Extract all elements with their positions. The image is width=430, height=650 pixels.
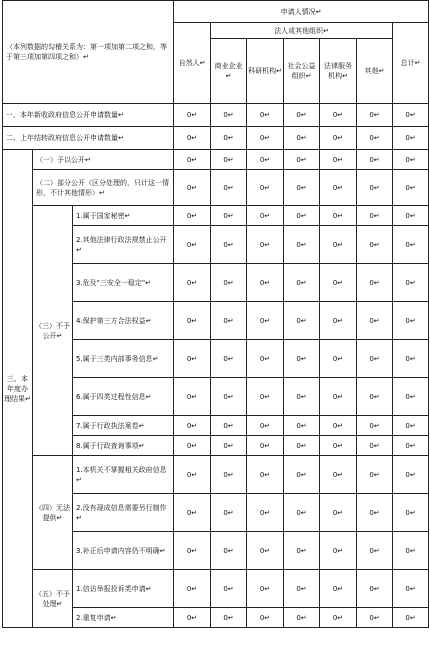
row-label-needs-production: 2.没有现成信息需要另行制作↵ xyxy=(73,494,174,532)
cell-value: 0↵ xyxy=(174,206,211,226)
cell-value: 0↵ xyxy=(284,494,320,532)
cell-value: 0↵ xyxy=(393,570,429,608)
cell-value: 0↵ xyxy=(247,570,284,608)
cell-value: 0↵ xyxy=(247,170,284,206)
cell-value: 0↵ xyxy=(174,127,211,150)
row-label-carried-over: 二、上年结转政府信息公开申请数量↵ xyxy=(3,127,174,150)
cell-value: 0↵ xyxy=(211,226,247,264)
row-label-disclosed: （一）予以公开↵ xyxy=(33,150,174,170)
cell-value: 0↵ xyxy=(357,340,393,378)
row-label-petition-complaint: 1.信访举报投诉类申请↵ xyxy=(73,570,174,608)
cell-value: 0↵ xyxy=(211,340,247,378)
cell-value: 0↵ xyxy=(211,302,247,340)
cell-value: 0↵ xyxy=(211,532,247,570)
cell-value: 0↵ xyxy=(284,570,320,608)
cell-value: 0↵ xyxy=(357,570,393,608)
row-label-enforcement-files: 7.属于行政执法案卷↵ xyxy=(73,416,174,436)
header-note: （本列数据的勾稽关系为：第一项加第二项之和，等于第三项加第四项之和）↵ xyxy=(3,1,174,104)
cell-value: 0↵ xyxy=(174,264,211,302)
cell-value: 0↵ xyxy=(393,532,429,570)
cell-value: 0↵ xyxy=(320,456,357,494)
cell-value: 0↵ xyxy=(247,226,284,264)
disclosure-statistics-table xyxy=(2,0,428,628)
cell-value: 0↵ xyxy=(174,416,211,436)
row-label-security-stability: 3.危及"三安全一稳定"↵ xyxy=(73,264,174,302)
row-label-cannot-provide: （四）无法提供↵ xyxy=(33,456,73,570)
cell-value: 0↵ xyxy=(211,494,247,532)
cell-value: 0↵ xyxy=(247,608,284,628)
row-label-not-held: 1.本机关不掌握相关政府信息↵ xyxy=(73,456,174,494)
cell-value: 0↵ xyxy=(357,170,393,206)
cell-value: 0↵ xyxy=(284,150,320,170)
cell-value: 0↵ xyxy=(393,378,429,416)
row-label-process-info: 6.属于四类过程性信息↵ xyxy=(73,378,174,416)
cell-value: 0↵ xyxy=(393,226,429,264)
cell-value: 0↵ xyxy=(247,456,284,494)
cell-value: 0↵ xyxy=(284,206,320,226)
cell-value: 0↵ xyxy=(211,436,247,456)
cell-value: 0↵ xyxy=(174,456,211,494)
cell-value: 0↵ xyxy=(247,104,284,127)
row-label-results: 三、本年度办理结果↵ xyxy=(3,150,33,628)
cell-value: 0↵ xyxy=(284,532,320,570)
cell-value: 0↵ xyxy=(320,570,357,608)
cell-value: 0↵ xyxy=(247,302,284,340)
cell-value: 0↵ xyxy=(174,570,211,608)
cell-value: 0↵ xyxy=(174,170,211,206)
row-label-not-processed: （五）不予处理↵ xyxy=(33,570,73,628)
cell-value: 0↵ xyxy=(393,416,429,436)
cell-value: 0↵ xyxy=(320,608,357,628)
cell-value: 0↵ xyxy=(284,608,320,628)
cell-value: 0↵ xyxy=(211,608,247,628)
row-label-not-disclosed: （三）不予公开↵ xyxy=(33,206,73,456)
cell-value: 0↵ xyxy=(247,494,284,532)
cell-value: 0↵ xyxy=(211,378,247,416)
cell-value: 0↵ xyxy=(393,340,429,378)
row-label-prohibited: 2.其他法律行政法规禁止公开↵ xyxy=(73,226,174,264)
cell-value: 0↵ xyxy=(393,206,429,226)
row-label-third-party: 4.保护第三方合法权益↵ xyxy=(73,302,174,340)
cell-value: 0↵ xyxy=(393,264,429,302)
cell-value: 0↵ xyxy=(357,416,393,436)
cell-value: 0↵ xyxy=(211,206,247,226)
cell-value: 0↵ xyxy=(284,104,320,127)
cell-value: 0↵ xyxy=(284,456,320,494)
cell-value: 0↵ xyxy=(320,340,357,378)
cell-value: 0↵ xyxy=(320,416,357,436)
cell-value: 0↵ xyxy=(284,378,320,416)
cell-value: 0↵ xyxy=(393,170,429,206)
cell-value: 0↵ xyxy=(357,150,393,170)
header-col-public-welfare: 社会公益组织↵ xyxy=(284,39,320,104)
cell-value: 0↵ xyxy=(357,302,393,340)
cell-value: 0↵ xyxy=(247,378,284,416)
cell-value: 0↵ xyxy=(247,340,284,378)
cell-value: 0↵ xyxy=(284,127,320,150)
cell-value: 0↵ xyxy=(320,226,357,264)
cell-value: 0↵ xyxy=(320,264,357,302)
cell-value: 0↵ xyxy=(320,104,357,127)
header-legal-entity: 法人或其他组织↵ xyxy=(211,23,393,39)
cell-value: 0↵ xyxy=(211,150,247,170)
cell-value: 0↵ xyxy=(174,340,211,378)
cell-value: 0↵ xyxy=(174,378,211,416)
cell-value: 0↵ xyxy=(320,494,357,532)
cell-value: 0↵ xyxy=(211,264,247,302)
cell-value: 0↵ xyxy=(357,494,393,532)
header-applicant: 申请人情况↵ xyxy=(174,1,429,23)
header-natural-person: 自然人↵ xyxy=(174,23,211,104)
cell-value: 0↵ xyxy=(211,127,247,150)
row-label-internal-affairs: 5.属于三类内部事务信息↵ xyxy=(73,340,174,378)
cell-value: 0↵ xyxy=(247,264,284,302)
cell-value: 0↵ xyxy=(284,170,320,206)
cell-value: 0↵ xyxy=(320,302,357,340)
cell-value: 0↵ xyxy=(174,608,211,628)
cell-value: 0↵ xyxy=(320,127,357,150)
cell-value: 0↵ xyxy=(320,206,357,226)
cell-value: 0↵ xyxy=(211,456,247,494)
cell-value: 0↵ xyxy=(320,378,357,416)
cell-value: 0↵ xyxy=(174,494,211,532)
row-label-inquiry-matters: 8.属于行政查询事项↵ xyxy=(73,436,174,456)
cell-value: 0↵ xyxy=(357,226,393,264)
cell-value: 0↵ xyxy=(393,456,429,494)
cell-value: 0↵ xyxy=(357,532,393,570)
cell-value: 0↵ xyxy=(247,127,284,150)
cell-value: 0↵ xyxy=(357,608,393,628)
cell-value: 0↵ xyxy=(211,570,247,608)
cell-value: 0↵ xyxy=(174,302,211,340)
row-label-new-requests: 一、本年新收政府信息公开申请数量↵ xyxy=(3,104,174,127)
row-label-partially-disclosed: （二）部分公开（区分处理的，只计这一情形，不计其他情形）↵ xyxy=(33,170,174,206)
cell-value: 0↵ xyxy=(393,302,429,340)
cell-value: 0↵ xyxy=(211,416,247,436)
cell-value: 0↵ xyxy=(320,170,357,206)
cell-value: 0↵ xyxy=(247,436,284,456)
cell-value: 0↵ xyxy=(174,436,211,456)
cell-value: 0↵ xyxy=(284,416,320,436)
header-total: 总计↵ xyxy=(393,23,429,104)
cell-value: 0↵ xyxy=(393,494,429,532)
cell-value: 0↵ xyxy=(174,226,211,264)
cell-value: 0↵ xyxy=(211,104,247,127)
cell-value: 0↵ xyxy=(393,150,429,170)
cell-value: 0↵ xyxy=(284,340,320,378)
header-col-business: 商业企业↵ xyxy=(211,39,247,104)
cell-value: 0↵ xyxy=(211,170,247,206)
cell-value: 0↵ xyxy=(320,436,357,456)
cell-value: 0↵ xyxy=(247,150,284,170)
header-col-legal-service: 法律服务机构↵ xyxy=(320,39,357,104)
cell-value: 0↵ xyxy=(247,416,284,436)
cell-value: 0↵ xyxy=(393,608,429,628)
cell-value: 0↵ xyxy=(174,532,211,570)
cell-value: 0↵ xyxy=(393,104,429,127)
cell-value: 0↵ xyxy=(247,206,284,226)
row-label-duplicate-request: 2.重复申请↵ xyxy=(73,608,174,628)
cell-value: 0↵ xyxy=(357,127,393,150)
cell-value: 0↵ xyxy=(174,104,211,127)
cell-value: 0↵ xyxy=(393,127,429,150)
cell-value: 0↵ xyxy=(284,302,320,340)
cell-value: 0↵ xyxy=(357,456,393,494)
header-col-other: 其他↵ xyxy=(357,39,393,104)
cell-value: 0↵ xyxy=(320,532,357,570)
cell-value: 0↵ xyxy=(357,378,393,416)
cell-value: 0↵ xyxy=(357,264,393,302)
cell-value: 0↵ xyxy=(284,226,320,264)
cell-value: 0↵ xyxy=(393,436,429,456)
cell-value: 0↵ xyxy=(284,436,320,456)
cell-value: 0↵ xyxy=(357,206,393,226)
header-col-research: 科研机构↵ xyxy=(247,39,284,104)
row-label-unclear-request: 3.补正后申请内容仍不明确↵ xyxy=(73,532,174,570)
cell-value: 0↵ xyxy=(174,150,211,170)
cell-value: 0↵ xyxy=(320,150,357,170)
row-label-state-secret: 1.属于国家秘密↵ xyxy=(73,206,174,226)
cell-value: 0↵ xyxy=(284,264,320,302)
cell-value: 0↵ xyxy=(357,436,393,456)
cell-value: 0↵ xyxy=(247,532,284,570)
cell-value: 0↵ xyxy=(357,104,393,127)
